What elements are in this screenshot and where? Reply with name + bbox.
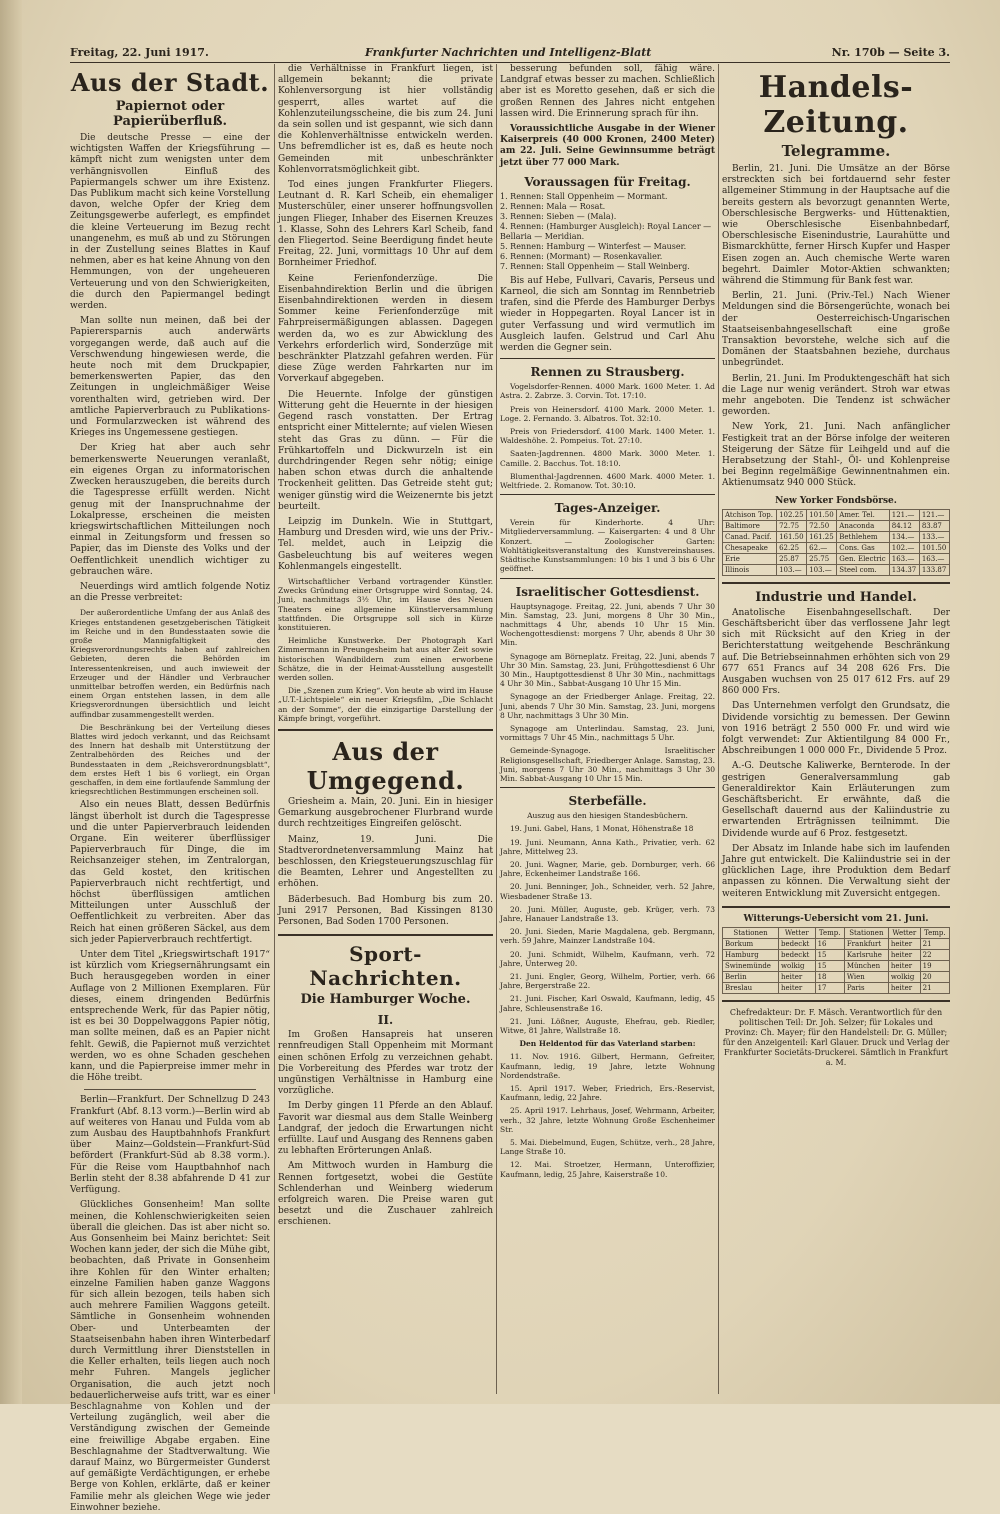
table-header-cell: Stationen <box>844 927 888 938</box>
table-cell: 161.50 <box>777 531 807 542</box>
article-title-industrie: Industrie und Handel. <box>755 589 917 605</box>
paragraph: Leipzig im Dunkeln. Wie in Stuttgart, Hamburg und Dresden wird, wie uns der Priv.-Tel. meldet, auch in Leipzig die Gasbeleuchtung bis auf weiteres wegen Kohlenmangels eingestellt. <box>278 516 493 572</box>
list-item: 2. Rennen: Mala — Rosat. <box>500 201 606 211</box>
table-cell: 83.87 <box>919 520 949 531</box>
header-masthead: Frankfurter Nachrichten und Intelligenz-Blatt <box>365 46 652 59</box>
column-rule <box>274 64 275 1394</box>
column-rule <box>496 64 497 1394</box>
table-cell: 20 <box>920 971 949 982</box>
table-cell: 15 <box>815 960 844 971</box>
list-item: 6. Rennen: (Mormant) — Rosenkavalier. <box>500 251 663 261</box>
table-cell: Breslau <box>723 982 779 993</box>
table-cell: Wien <box>844 971 888 982</box>
divider <box>278 934 493 936</box>
divider <box>500 358 715 359</box>
article-title-gottesdienst: Israelitischer Gottesdienst. <box>515 584 700 599</box>
article-title-telegramme: Telegramme. <box>781 142 891 160</box>
paragraph: die Verhältnisse in Frankfurt liegen, ist allgemein bekannt; die private Kohlenversorgung ist hier vollständig gesperrt, alles wartet auf die Kohlenzuteilungsscheine, die bis zum 24. Juni da sein sollen und ist gespannt, wie sich dann die Kohlenverhältnisse entwickeln werden. Uns befremdlicher ist es, daß es heute noch Gemeinden mit unbeschränkter Kohlenvorratsmöglichkeit gibt. <box>278 64 493 175</box>
table-cell: Erie <box>723 553 777 564</box>
table-cell: Canad. Pacif. <box>723 531 777 542</box>
table-cell: 21 <box>920 982 949 993</box>
paragraph: Der Absatz im Inlande habe sich im laufenden Jahre gut entwickelt. Die Kaliindustrie sei in der glücklichen Lage, ihre Produktion dem Bedarf anpassen zu können. Die Verwaltung sieht der weiteren Entwicklung mit Zuversicht entgegen. <box>722 843 950 899</box>
service-entry: Hauptsynagoge. Freitag, 22. Juni, abends 7 Uhr 30 Min. Samstag, 23. Juni, morgens 8 Uhr 30 Min., nachmittags 4 Uhr, abends 10 Uhr 15 Min. Wochengottesdienst: morgens 7 Uhr, abends 8 Uhr 30 Min. <box>500 601 715 648</box>
table-cell: heiter <box>888 949 920 960</box>
table-cell: heiter <box>888 982 920 993</box>
table-cell: 163.— <box>889 553 919 564</box>
divider <box>500 494 715 495</box>
column-rule <box>718 64 719 1394</box>
table-cell: Chesapeake <box>723 542 777 553</box>
table-cell: Steel com. <box>837 564 889 575</box>
forecast-list <box>500 192 715 272</box>
table-cell: 62.25 <box>777 542 807 553</box>
service-entry: Synagoge am Unterlindau. Samstag, 23. Juni, vormittags 7 Uhr 45 Min., nachmittags 5 Uhr. <box>500 723 715 743</box>
table-row <box>723 949 950 960</box>
death-entry: 20. Juni. Müller, Auguste, geb. Krüger, verh. 73 Jahre, Hanauer Landstraße 13. <box>500 904 715 923</box>
divider <box>500 578 715 579</box>
table-header-cell: Temp. <box>815 927 844 938</box>
page-header <box>70 44 950 63</box>
table-row <box>723 509 950 520</box>
table-row <box>723 960 950 971</box>
table-cell: heiter <box>779 971 816 982</box>
fonds-table <box>722 509 950 576</box>
divider <box>278 729 493 731</box>
list-item: 5. Rennen: Hamburg — Winterfest — Mauser. <box>500 241 687 251</box>
table-row <box>723 564 950 575</box>
paragraph: Anatolische Eisenbahngesellschaft. Der Geschäftsbericht über das verflossene Jahr legt sich mit Rücksicht auf den Krieg in der Berichterstattung weitgehende Beschränkung auf. Die Betriebseinnahmen erhöhten sich von 29 677 651 Francs auf 34 208 626 Frs. Die Ausgaben wuchsen von 25 017 612 Frs. auf 29 860 000 Frs. <box>722 607 950 697</box>
list-item: 4. Rennen: (Hamburger Ausgleich): Royal Lancer — Bellaria — Meridian. <box>500 221 712 241</box>
list-item: 7. Rennen: Stall Oppenheim — Stall Weinberg. <box>500 261 690 271</box>
table-cell: Bethlehem <box>837 531 889 542</box>
section-title-stadt: Aus der Stadt. <box>70 68 270 97</box>
service-entry: Synagoge an der Friedberger Anlage. Freitag, 22. Juni, abends 7 Uhr 30 Min. Samstag, 23. Juni, morgens 8 Uhr, nachmittags 3 Uhr 30 Min. <box>500 692 715 720</box>
list-item: 1. Rennen: Stall Oppenheim — Mormant. <box>500 191 668 201</box>
table-cell: wolkig <box>779 960 816 971</box>
table-cell: 15 <box>815 949 844 960</box>
notice-paragraph: Voraussichtliche Ausgabe in der Wiener Kaiserpreis (40 000 Kronen, 2400 Meter) am 22. Juli. Seine Gewinnsumme beträgt jetzt über 77 000 Mark. <box>500 124 715 168</box>
table-cell: Borkum <box>723 938 779 949</box>
table-row <box>723 542 950 553</box>
death-entry: 15. April 1917. Weber, Friedrich, Ers.-Reservist, Kaufmann, ledig, 22 Jahre. <box>500 1084 715 1103</box>
column-2 <box>278 64 493 1394</box>
section-title-handelszeitung: Handels-Zeitung. <box>758 70 914 140</box>
death-entry: 20. Juni. Sieden, Marie Magdalena, geb. Bergmann, verh. 59 Jahre, Mainzer Landstraße 104. <box>500 927 715 946</box>
paragraph: Berlin, 21. Juni. Die Umsätze an der Börse erstreckten sich bei fortdauernd sehr fester allgemeiner Stimmung in der Hauptsache auf die bereits gestern als bevorzugt genannten Werte, Oberschlesische Bergwerks- und Hüttenaktien, wie Oberschlesische Eisenbahnbedarf, Oberschlesische Eisenindustrie, Laurahütte und Bismarckhütte, ferner Hirsch Kupfer und Hasper Eisen zogen an. Auch chemische Werte waren begehrt. Daimler Motor-Aktien schwankten; während die Stimmung für Bank fest war. <box>722 164 950 287</box>
table-row <box>723 531 950 542</box>
table-cell: 133.— <box>919 531 949 542</box>
table-row <box>723 938 950 949</box>
table-cell: 101.50 <box>919 542 949 553</box>
paragraph: Griesheim a. Main, 20. Juni. Ein in hiesiger Gemarkung ausgebrochener Flurbrand wurde durch rechtzeitiges Eingreifen gelöscht. <box>278 796 493 830</box>
death-entry: 19. Juni. Gabel, Hans, 1 Monat, Höhenstraße 18 <box>510 824 694 834</box>
race-result: Vogelsdorfer-Rennen. 4000 Mark. 1600 Meter. 1. Ad Astra. 2. Zabrze. 3. Corvin. Tot. 17:10. <box>500 382 715 401</box>
table-cell: Baltimore <box>723 520 777 531</box>
table-cell: heiter <box>888 960 920 971</box>
table-cell: Gen. Electric <box>837 553 889 564</box>
table-cell: 84.12 <box>889 520 919 531</box>
column-1 <box>70 64 270 1513</box>
paragraph: A.-G. Deutsche Kaliwerke, Bernterode. In der gestrigen Generalversammlung gab Generaldirektor Kain Erläuterungen zum Geschäftsbericht. Er erwähnte, daß die Gesellschaft dauernd aus der Kaliindustrie zu erwartenden Erträgnissen teilnimmt. Die Dividende wurde auf 6 Proz. festgesetzt. <box>722 761 950 839</box>
divider <box>722 582 950 584</box>
table-cell: Frankfurt <box>844 938 888 949</box>
table-header-cell: Wetter <box>888 927 920 938</box>
table-cell: heiter <box>888 938 920 949</box>
paragraph: Der Krieg hat aber auch sehr bemerkenswerte Neuerungen veranlaßt, ein eigenes Organ zu informatorischen Zwecken herauszugeben, die bereits durch die Tagespresse erfüllt werden. Nicht genug mit der Inanspruchnahme der Lokalpresse, erscheinen die meisten kriegswirtschaftlichen Mitteilungen noch einmal in Zeitungsform und fressen so Papier, das im Dienste des Volks und der Oeffentlichkeit unendlich wichtiger zu gebrauchen wäre. <box>70 443 270 577</box>
table-cell: bedeckt <box>779 938 816 949</box>
article-title-tagesanzeiger: Tages-Anzeiger. <box>554 501 661 516</box>
table-cell: Berlin <box>723 971 779 982</box>
paragraph-small: Die „Szenen zum Krieg“. Von heute ab wird im Hause „U.T.-Lichtspiele“ ein neuer Kriegsfilm, „Die Schlacht an der Somme“, der die einzigartige Darstellung der Kämpfe bringt, vorgeführt. <box>278 686 493 723</box>
column-4 <box>722 64 950 1394</box>
paragraph: Bäderbesuch. Bad Homburg bis zum 20. Juni 2917 Personen, Bad Kissingen 8130 Personen, Bad Soden 1700 Personen. <box>278 894 493 928</box>
table-cell: München <box>844 960 888 971</box>
table-cell: 121.— <box>919 509 949 520</box>
service-entry: Synagoge am Börneplatz. Freitag, 22. Juni, abends 7 Uhr 30 Min. Samstag, 23. Juni, Frühgottesdienst 6 Uhr 30 Min., Hauptgottesdienst 8 Uhr 30 Min., nachmittags 4 Uhr 30 Min., Sabbat-Ausgang 10 Uhr 15 Min. <box>500 651 715 689</box>
table-cell: 103.— <box>807 564 837 575</box>
subheading: Den Heldentod für das Vaterland starben: <box>519 1039 696 1049</box>
table-cell: 72.75 <box>777 520 807 531</box>
death-entry: 20. Juni. Schmidt, Wilhelm, Kaufmann, verh. 72 Jahre, Unterweg 20. <box>500 949 715 968</box>
paragraph: Berlin—Frankfurt. Der Schnellzug D 243 Frankfurt (Abf. 8.13 vorm.)—Berlin wird ab auf weiteres von Hanau und Fulda vom ab zum Ausbau des Hauptbahnhofs Frankfurt über Mainz—Goldstein—Frankfurt-Süd befördert (Frankfurt-Süd ab 8.38 vorm.). Für die Reise vom Hauptbahnhof nach Berlin steht der 8.38 abfahrende D 41 zur Verfügung. <box>70 1095 270 1196</box>
paragraph: Im Derby gingen 11 Pferde an den Ablauf. Favorit war diesmal aus dem Stalle Weinberg Landgraf, der jedoch die Erwartungen nicht erfüllte. Lauf und Ausgang des Rennens gaben zu lebhaften Erörterungen Anlaß. <box>278 1101 493 1157</box>
table-row <box>723 553 950 564</box>
paragraph: Keine Ferienfonderzüge. Die Eisenbahndirektion Berlin und die übrigen Eisenbahndirektionen werden in diesem Sommer keine Ferienfonderzüge mit Fahrpreisermäßigungen ablassen. Dagegen werden da, wo es zur Abwicklung des Verkehrs erforderlich wird, Sonderzüge mit beschränkter Platzzahl gefahren werden. Für diese Züge werden Fahrkarten nur im Vorverkauf abgegeben. <box>278 273 493 385</box>
binding-edge <box>0 0 22 1404</box>
paragraph: besserung befunden soll, fähig wäre. Landgraf etwas besser zu machen. Schließlich aber ist es Moretto gesehen, daß er sich die großen Rennen des Jahres nicht entgehen lassen wird. Die Erinnerung sprach für ihn. <box>500 64 715 119</box>
death-entry: 21. Juni. Lößner, Auguste, Ehefrau, geb. Riedler, Witwe, 81 Jahre, Wallstraße 18. <box>500 1016 715 1036</box>
table-title-fondsboerse: New Yorker Fondsbörse. <box>775 495 897 506</box>
paragraph: Das Unternehmen verfolgt den Grundsatz, die Dividende vorsichtig zu bemessen. Der Gewinn von 1916 beträgt 2 550 000 Fr. und wird wie folgt verwendet: Zur Aktientilgung 84 000 Fr., Abschreibungen 1 000 000 Fr., Dividende 5 Proz. <box>722 701 950 757</box>
article-title-voraussagen: Voraussagen für Freitag. <box>524 174 691 189</box>
death-entry: 11. Nov. 1916. Gilbert, Hermann, Gefreiter, Kaufmann, ledig, 19 Jahre, letzte Wohnung Nordendstraße. <box>500 1052 715 1080</box>
table-cell: wolkig <box>888 971 920 982</box>
table-cell: Swinemünde <box>723 960 779 971</box>
paragraph: Berlin, 21. Juni. (Priv.-Tel.) Nach Wiener Meldungen sind die Börsengerüchte, wonach bei der Oesterreichisch-Ungarischen Staatseisenbahngesellschaft eine große Transaktion bevorstehe, welche sich auf die Domänen der Staatsbahnen beziehe, durchaus unbegründet. <box>722 291 950 369</box>
divider <box>84 1089 256 1090</box>
paragraph-small: Heimliche Kunstwerke. Der Photograph Karl Zimmermann in Preungesheim hat aus alter Zeit sowie historischen Wandbildern zum einen erworbene Schätze, die in der Heimat-Ausstellung ausgestellt werden sollen. <box>278 636 493 682</box>
section-title-sport: Sport-Nachrichten. <box>309 942 462 991</box>
divider <box>722 906 950 908</box>
article-title-hamburger-woche: Die Hamburger Woche. <box>300 992 471 1008</box>
paragraph: Glückliches Gonsenheim! Man sollte meinen, die Kohlenschwierigkeiten seien überall die gleichen. Das ist aber nicht so. Aus Gonsenheim bei Mainz berichtet: Seit Wochen kann jeder, der sich die Mühe gibt, beobachten, daß Private in Gonsenheim ihre Kohlen für den Winter erhalten; einzelne Familien haben ganze Waggons für sich allein bezogen, teils haben sich auch mehrere Familien Waggons geteilt. Sämtliche in Gonsenheim wohnenden Ober- und Unterbeamten der Staatseisenbahn haben ihren Winterbedarf durch Vermittlung ihrer Dienststellen in die Keller erhalten, teils liegen auch noch mehr Fuhren. Mangels jeglicher Organisation, die auch jetzt noch bedauerlicherweise aufs tritt, war es einer Beschlagnahme von Kohlen und der Verteilung zugänglich, weil aber die Verständigung zwischen der Gemeinde eine freiwillige Abgabe ergaben. Eine Beschlagnahme der Stadtverwaltung. Wie darauf Mainz, wo Bürgermeister Gunderst auf gemäßigte Verdächtigungen, er erhebe Berge von Kohlen, erklärte, daß er keiner Familie mehr als gleichen Wege wie jeder Einwohner beziehe. <box>70 1200 270 1513</box>
death-entry: 21. Juni. Engler, Georg, Wilhelm, Portier, verh. 66 Jahre, Bergerstraße 22. <box>500 972 715 991</box>
table-cell: 134.— <box>889 531 919 542</box>
table-cell: 62.— <box>807 542 837 553</box>
paragraph: Unter dem Titel „Kriegswirtschaft 1917“ ist kürzlich vom Kriegsernährungsamt ein Buch herausgegeben worden in einer Auflage von 2 Millionen Exemplaren. Für dieses, einem dringenden Bedürfnis entsprechende Werk, für das Papier nötig, ist es bei 30 Doppelwaggons Papier nötig, man sollte meinen, daß es an Papier nicht fehlt. Gewiß, die Papiernot muß verzichtet werden, wo es ohne Schaden geschehen kann, und die Papierpreise immer mehr in die Höhe treibt. <box>70 950 270 1084</box>
table-title-witterung: Witterungs-Uebersicht vom 21. Juni. <box>743 913 929 924</box>
table-cell: 22 <box>920 949 949 960</box>
table-cell: 21 <box>920 938 949 949</box>
table-cell: Amer. Tel. <box>837 509 889 520</box>
table-cell: Hamburg <box>723 949 779 960</box>
death-entry: 19. Juni. Neumann, Anna Kath., Privatier, verh. 62 Jahre, Mittelweg 23. <box>500 837 715 856</box>
paragraph: Neuerdings wird amtlich folgende Notiz an die Presse verbreitet: <box>70 581 270 604</box>
death-entry: 20. Juni. Wagner, Marie, geb. Dornburger, verh. 66 Jahre, Eckenheimer Landstraße 166. <box>500 859 715 879</box>
paragraph: Im Großen Hansapreis hat unseren rennfreudigen Stall Oppenheim mit Mormant einen schönen Erfolg zu verzeichnen gehabt. Die Vorbereitung des Pferdes war trotz der ungünstigen Verhältnisse in Hamburg eine vorzügliche. <box>278 1030 493 1097</box>
service-entry: Gemeinde-Synagoge. Israelitischer Religionsgesellschaft, Friedberger Anlage. Samstag, 23. Juni, morgens 7 Uhr 30 Min., nachmittags 3 Uhr 30 Min. Sabbat-Ausgang 10 Uhr 15 Min. <box>500 746 715 783</box>
table-cell: 161.25 <box>807 531 837 542</box>
article-title-sterbefaelle: Sterbefälle. <box>568 794 647 809</box>
paragraph-small: Verein für Kinderhorte. 4 Uhr: Mitgliederversammlung. — Kaisergarten: 4 und 8 Uhr Konzert. — Zoologischer Garten: Wohltätigkeitsveranstaltung des Kunstvereinshauses. Städtische Kunstsammlungen: 10 bis 1 und 3 bis 6 Uhr geöffnet. <box>500 518 715 574</box>
table-cell: 25.87 <box>777 553 807 564</box>
table-cell: 25.75 <box>807 553 837 564</box>
death-entry: 5. Mai. Diebelmund, Eugen, Schütze, verh., 28 Jahre, Lange Straße 10. <box>500 1138 715 1157</box>
divider <box>500 787 715 788</box>
table-cell: Atchison Top. <box>723 509 777 520</box>
column-3 <box>500 64 715 1394</box>
race-result: Saaten-Jagdrennen. 4800 Mark. 3000 Meter. 1. Camille. 2. Bacchus. Tot. 18:10. <box>500 449 715 468</box>
table-row <box>723 520 950 531</box>
paragraph: Mainz, 19. Juni. Die Stadtverordnetenversammlung Mainz hat beschlossen, den Kriegsteuerungszuschlag für die Beamten, Lehrer und Angestellten zu erhöhen. <box>278 834 493 890</box>
table-row <box>723 982 950 993</box>
table-header-cell: Stationen <box>723 927 779 938</box>
table-cell: 102.25 <box>777 509 807 520</box>
table-cell: Illinois <box>723 564 777 575</box>
article-title-strausberg: Rennen zu Strausberg. <box>530 365 685 380</box>
table-cell: Cons. Gas <box>837 542 889 553</box>
paragraph: Bis auf Hebe, Fullvari, Cavaris, Perseus und Karneol, die sich am Sonntag im Rennbetrieb trafen, sind die Pferde des Hamburger Derbys wieder in Hoppegarten. Royal Lancer ist in guter Verfassung und wird vermutlich im Ausgleich laufen. Gelstrud und Carl Ahu werden die Gegner sein. <box>500 275 715 354</box>
death-entry: 21. Juni. Fischer, Karl Oswald, Kaufmann, ledig, 45 Jahre, Schleusenstraße 16. <box>500 994 715 1013</box>
list-item: 3. Rennen: Sieben — (Mala). <box>500 211 617 221</box>
paragraph: Die Heuernte. Infolge der günstigen Witterung geht die Heuernte in der hiesigen Gegend rasch vonstatten. Der Ertrag entspricht einer Mittelernte; auf vielen Wiesen steht das Gras zu dünn. — Für die Frühkartoffeln und Dickwurzeln ist ein durchdringender Regen sehr nötig; einige haben schon etwas durch die anhaltende Trockenheit gelitten. Das Getreide steht gut; weniger günstig wird die Weizenernte bis jetzt beurteilt. <box>278 389 493 512</box>
table-cell: Anaconda <box>837 520 889 531</box>
table-header-cell: Temp. <box>920 927 949 938</box>
paragraph-small: Der außerordentliche Umfang der aus Anlaß des Krieges entstandenen gesetzgeberischen Tätigkeit im Reiche und in den Bundesstaaten sowie die große Mannigfaltigkeit des Kriegsverordnungsrechts haben auf zahlreichen Gebieten, deren die Behörden im Interessentenkreisen, und auch inwieweit der Erzeuger und der Händler und Verbraucher unmittelbar betroffen werden, ein Bedürfnis nach einem Organ entstehen lassen, in dem alle Kriegsverordnungen übersichtlich und leicht auffindbar zusammengestellt werden. <box>70 608 270 719</box>
death-entry: 12. Mai. Stroetzer, Hermann, Unteroffizier, Kaufmann, ledig, 25 Jahre, Kaiserstraße 10. <box>500 1160 715 1179</box>
table-cell: 18 <box>815 971 844 982</box>
subheading: Auszug aus den hiesigen Standesbüchern. <box>527 811 688 821</box>
table-cell: 101.50 <box>807 509 837 520</box>
paragraph: Man sollte nun meinen, daß bei der Papierersparnis auch anderwärts vorgegangen werde, daß auch auf die Verschwendung hingewiesen werde, die heute noch mit dem Druckpapier, bemerkenswerten Papier, das den Zeitungen in ungleichmäßiger Weise vorenthalten wird, getrieben wird. Der amtliche Papierverbrauch zu Publikations- und Formularzwecken ist während des Krieges ins Ungemessene gestiegen. <box>70 316 270 439</box>
death-entry: 25. April 1917. Lehrhaus, Josef, Wehrmann, Arbeiter, verh., 32 Jahre, letzte Wohnung Große Eschenheimer Str. <box>500 1106 715 1134</box>
paragraph: Die deutsche Presse — eine der wichtigsten Waffen der Kriegsführung — kämpft nicht zum wenigsten unter dem verhängnisvollen Einfluß des Papiermangels schwer um ihre Existenz. Das Publikum macht sich keine Vorstellung davon, welche Opfer der Krieg dem Zeitungsgewerbe auferlegt, es empfindet die kleine Verteuerung im Bezug recht unangenehm, es muß ab und zu Störungen in der Zustellung seines Blattes in Kauf nehmen, aber es hat keine Ahnung von den Hemmungen, von der ungeheueren Verteuerung und von den Schwierigkeiten, die durch den Papiermangel bedingt werden. <box>70 133 270 312</box>
race-result: Preis von Heinersdorf. 4100 Mark. 2000 Meter. 1. Loge. 2. Fernando. 3. Albatros. Tot. 32:10. <box>500 404 715 423</box>
table-cell: 163.— <box>919 553 949 564</box>
table-cell: 17 <box>815 982 844 993</box>
table-cell: 133.87 <box>919 564 949 575</box>
paragraph-small: Die Beschränkung bei der Verteilung dieses Blattes wird jedoch verkannt, und das Reichsamt des Innern hat deshalb mit Unterstützung der Zentralbehörden des Reiches und der Bundesstaaten in dem „Reichsverordnungsblatt“, dem erstes Heft 1 bis 6 vorliegt, ein Organ geschaffen, in dem eine fortlaufende Sammlung der kriegsrechtlichen Bestimmungen erscheinen soll. <box>70 722 270 797</box>
divider <box>722 1000 950 1002</box>
table-cell: Karlsruhe <box>844 949 888 960</box>
table-row <box>723 971 950 982</box>
table-cell: heiter <box>779 982 816 993</box>
table-cell: 134.37 <box>889 564 919 575</box>
paragraph: Also ein neues Blatt, dessen Bedürfnis längst überholt ist durch die Tagespresse und die unter Papierverbrauch leidenden Organe. Ein weiterer überflüssiger Papierverbrauch für Dinge, die im Reichsanzeiger stehen, im Zentralorgan, das Geld kostet, den kritischen Papierverbrauch nicht rechtfertigt, und höchst überflüssigen amtlichen Mitteilungen unter Ausschluß der Oeffentlichkeit zu verbreiten. Aber das Reich hat einen größeren Säckel, aus dem sich jeder Papierverbrauch rechtfertigt. <box>70 800 270 945</box>
article-part-number: II. <box>377 1013 394 1028</box>
table-cell: bedeckt <box>779 949 816 960</box>
paragraph: Berlin, 21. Juni. Im Produktengeschäft hat sich die Lage nur wenig verändert. Stroh war etwas mehr angeboten. Die Tendenz ist schwächer geworden. <box>722 373 950 418</box>
race-result: Preis von Friedersdorf. 4100 Mark. 1400 Meter. 1. Waldeshöhe. 2. Pompeius. Tot. 27:10. <box>500 427 715 446</box>
header-page-number: Nr. 170b — Seite 3. <box>831 46 950 59</box>
article-title-papiernot: Papiernot oder Papierüberfluß. <box>113 99 227 129</box>
paragraph-small: Wirtschaftlicher Verband vortragender Künstler. Zwecks Gründung einer Ortsgruppe wird Sonntag, 24. Juni, nachmittags 3½ Uhr, im Hause des Neuen Theaters eine allgemeine Künstlerversammlung stattfinden. Die Ortsgruppe soll sich in Kürze konstituieren. <box>278 576 493 632</box>
paragraph: New York, 21. Juni. Nach anfänglicher Festigkeit trat an der Börse infolge der weiteren Steigerung der Sätze für Leihgeld und auf die Herabsetzung der Stahl-, Öl- und Kohlenpreise bei Beginn regelmäßige Gewinnentnahmen ein. Aktienumsatz 940 000 Stück. <box>722 422 950 489</box>
paragraph: Am Mittwoch wurden in Hamburg die Rennen fortgesetzt, wobei die Gestüte Schlenderhan und Weinberg wiederum erfolgreich waren. Die Preise waren gut besetzt und die Zuschauer zahlreich erschienen. <box>278 1161 493 1228</box>
table-header-cell: Wetter <box>779 927 816 938</box>
section-title-umgegend: Aus der Umgegend. <box>306 736 465 795</box>
table-header-row <box>723 927 950 938</box>
table-cell: 121.— <box>889 509 919 520</box>
table-cell: 102.— <box>889 542 919 553</box>
paragraph: Tod eines jungen Frankfurter Fliegers. Leutnant d. R. Karl Scheib, ein ehemaliger Musterschüler, einer unserer hoffnungsvollen jungen Flieger, Inhaber des Eisernen Kreuzes 1. Klasse, Sohn des Lehrers Karl Scheib, fand den Fliegertod. Seine Beerdigung findet heute Freitag, 22. Juni, vormittags 10 Uhr auf dem Bornheimer Friedhof. <box>278 180 493 269</box>
table-cell: 103.— <box>777 564 807 575</box>
imprint: Chefredakteur: Dr. F. Mäsch. Verantwortlich für den politischen Teil: Dr. Joh. Selzer; für Lokales und Provinz: Ch. Mayer; für den Handelsteil: Dr. G. Müller; für den Anzeigenteil: Karl Glauer. Druck und Verlag der Frankfurter Societäts-Druckerei. Sämtlich in Frankfurt a. M. <box>722 1007 950 1067</box>
race-result: Blumenthal-Jagdrennen. 4600 Mark. 4000 Meter. 1. Weltfriede. 2. Romanow. Tot. 30:10. <box>500 471 715 491</box>
weather-table <box>722 927 950 994</box>
death-entry: 20. Juni. Benninger, Joh., Schneider, verh. 52 Jahre, Wiesbadener Straße 13. <box>500 882 715 901</box>
table-cell: 19 <box>920 960 949 971</box>
table-cell: Paris <box>844 982 888 993</box>
header-date: Freitag, 22. Juni 1917. <box>70 46 209 59</box>
table-cell: 16 <box>815 938 844 949</box>
table-cell: 72.50 <box>807 520 837 531</box>
